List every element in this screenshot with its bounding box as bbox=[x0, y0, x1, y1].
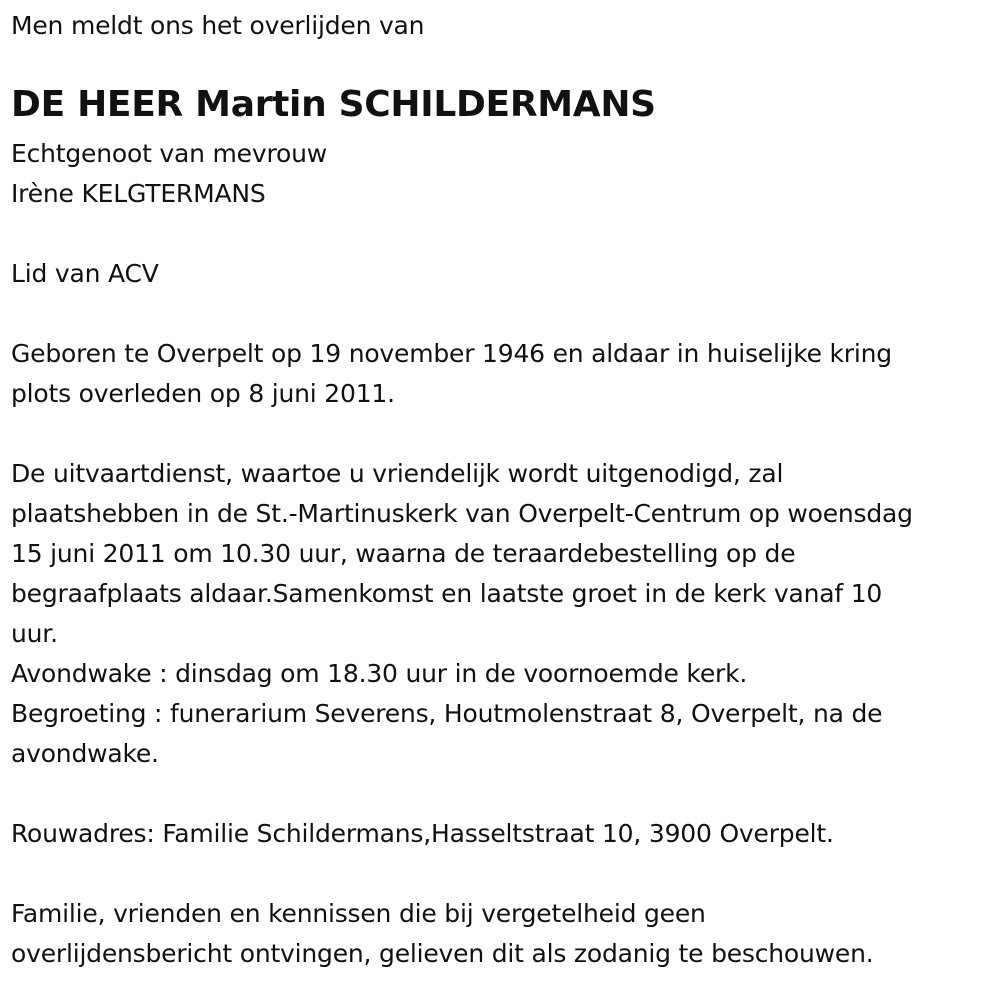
service-line: plaatshebben in de St.-Martinuskerk van Overpelt-Centrum op woensdag bbox=[11, 499, 913, 528]
birth-death-line: plots overleden op 8 juni 2011. bbox=[11, 379, 395, 408]
service-line: uur. bbox=[11, 619, 58, 648]
mourning-address: Rouwadres: Familie Schildermans,Hasseltstraat 10, 3900 Overpelt. bbox=[11, 819, 834, 848]
address-block bbox=[11, 814, 834, 854]
family-note-line: Familie, vrienden en kennissen die bij vergetelheid geen bbox=[11, 899, 706, 928]
family-note-block bbox=[11, 894, 874, 974]
membership-block bbox=[11, 254, 159, 294]
birth-death-line: Geboren te Overpelt op 19 november 1946 en aldaar in huiselijke kring bbox=[11, 339, 892, 368]
condolence-line: avondwake. bbox=[11, 739, 159, 768]
service-block bbox=[11, 454, 913, 774]
birth-death-block bbox=[11, 334, 892, 414]
condolence-line: Begroeting : funerarium Severens, Houtmolenstraat 8, Overpelt, na de bbox=[11, 699, 883, 728]
wake-line: Avondwake : dinsdag om 18.30 uur in de voornoemde kerk. bbox=[11, 659, 748, 688]
spouse-line: Irène KELGTERMANS bbox=[11, 179, 266, 208]
service-line: begraafplaats aldaar.Samenkomst en laatste groet in de kerk vanaf 10 bbox=[11, 579, 883, 608]
deceased-name: DE HEER Martin SCHILDERMANS bbox=[11, 84, 656, 125]
service-line: 15 juni 2011 om 10.30 uur, waarna de teraardebestelling op de bbox=[11, 539, 796, 568]
membership-line: Lid van ACV bbox=[11, 259, 159, 288]
intro-text: Men meldt ons het overlijden van bbox=[11, 11, 425, 40]
spouse-block bbox=[11, 134, 327, 214]
spouse-line: Echtgenoot van mevrouw bbox=[11, 139, 327, 168]
family-note-line: overlijdensbericht ontvingen, gelieven dit als zodanig te beschouwen. bbox=[11, 939, 874, 968]
service-line: De uitvaartdienst, waartoe u vriendelijk wordt uitgenodigd, zal bbox=[11, 459, 784, 488]
